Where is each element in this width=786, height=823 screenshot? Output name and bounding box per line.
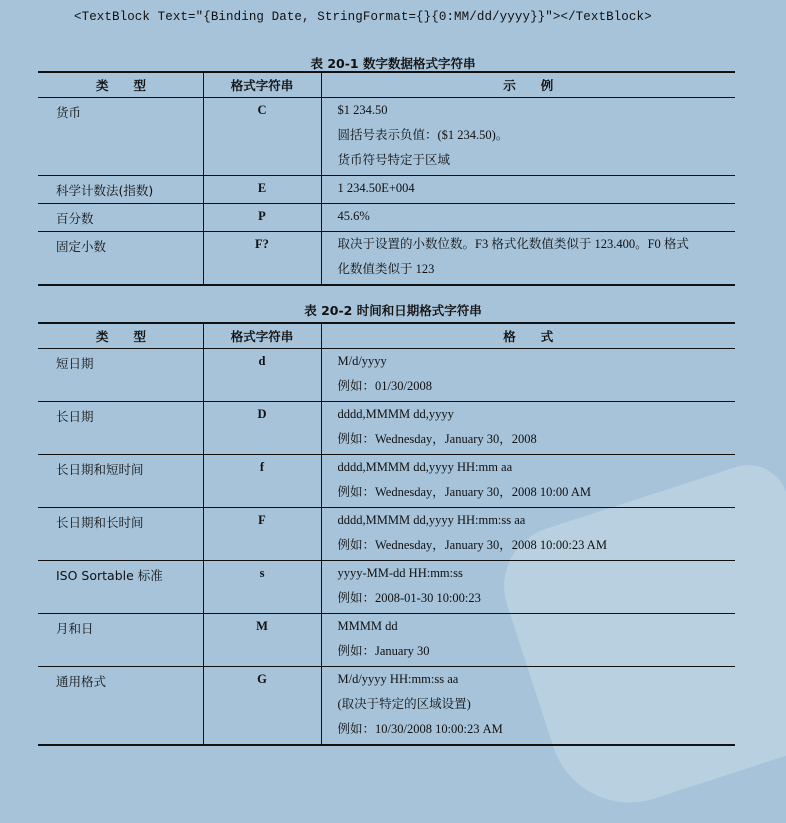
pattern-line: 例如：Wednesday，January 30，2008 10:00 AM [337, 485, 591, 499]
example-line: 圆括号表示负值：($1 234.50)。 [337, 128, 509, 142]
table-row [38, 176, 735, 204]
row-format: s [203, 561, 321, 614]
table1-header-example: 示 例 [321, 72, 735, 98]
example-line: 化数值类似于 123 [337, 262, 435, 276]
row-type: ISO Sortable 标准 [38, 561, 203, 614]
row-type: 长日期 [38, 402, 203, 455]
row-pattern [321, 402, 735, 455]
row-type: 固定小数 [38, 232, 203, 286]
table-row [38, 204, 735, 232]
example-line: $1 234.50 [337, 103, 388, 117]
table2-header-pattern: 格 式 [321, 323, 735, 349]
row-type: 长日期和短时间 [38, 455, 203, 508]
example-line: 45.6% [337, 209, 370, 223]
row-example [321, 98, 735, 176]
row-format: G [203, 667, 321, 746]
row-example [321, 204, 735, 232]
row-format: M [203, 614, 321, 667]
table-row [38, 402, 735, 455]
row-pattern [321, 667, 735, 746]
pattern-line: 例如：Wednesday，January 30，2008 [337, 432, 537, 446]
row-pattern [321, 614, 735, 667]
row-type: 百分数 [38, 204, 203, 232]
pattern-line: yyyy-MM-dd HH:mm:ss [337, 566, 463, 580]
pattern-line: 例如：January 30 [337, 644, 430, 658]
table-row [38, 349, 735, 402]
pattern-line: M/d/yyyy [337, 354, 387, 368]
example-line: 1 234.50E+004 [337, 181, 415, 195]
table-row [38, 667, 735, 746]
row-example [321, 176, 735, 204]
table-row [38, 455, 735, 508]
row-format: D [203, 402, 321, 455]
row-format: P [203, 204, 321, 232]
row-type: 科学计数法(指数) [38, 176, 203, 204]
pattern-line: 例如：10/30/2008 10:00:23 AM [337, 722, 503, 736]
row-format: E [203, 176, 321, 204]
row-format: F? [203, 232, 321, 286]
table1-caption: 表 20-1 数字数据格式字符串 [310, 56, 476, 71]
pattern-line: dddd,MMMM dd,yyyy [337, 407, 454, 421]
row-type: 月和日 [38, 614, 203, 667]
row-pattern [321, 508, 735, 561]
table1-header-type: 类 型 [38, 72, 203, 98]
table2-header-row [38, 323, 735, 349]
table-row [38, 98, 735, 176]
row-pattern [321, 455, 735, 508]
table-row [38, 508, 735, 561]
row-type: 短日期 [38, 349, 203, 402]
row-pattern [321, 561, 735, 614]
row-format: C [203, 98, 321, 176]
row-format: F [203, 508, 321, 561]
table1-header-row [38, 72, 735, 98]
table2-header-format: 格式字符串 [203, 323, 321, 349]
example-line: 取决于设置的小数位数。F3 格式化数值类似于 123.400。F0 格式 [337, 237, 689, 251]
table-row [38, 561, 735, 614]
pattern-line: MMMM dd [337, 619, 398, 633]
example-line: 货币符号特定于区域 [337, 153, 451, 167]
row-type: 长日期和长时间 [38, 508, 203, 561]
row-format: f [203, 455, 321, 508]
pattern-line: (取决于特定的区域设置) [337, 697, 471, 711]
row-pattern [321, 349, 735, 402]
datetime-format-table [38, 322, 735, 746]
row-type: 通用格式 [38, 667, 203, 746]
table2-header-type: 类 型 [38, 323, 203, 349]
table-row [38, 614, 735, 667]
row-example [321, 232, 735, 286]
row-format: d [203, 349, 321, 402]
pattern-line: M/d/yyyy HH:mm:ss aa [337, 672, 459, 686]
numeric-format-table [38, 71, 735, 286]
pattern-line: 例如：Wednesday，January 30，2008 10:00:23 AM [337, 538, 607, 552]
pattern-line: 例如：01/30/2008 [337, 379, 432, 393]
row-type: 货币 [38, 98, 203, 176]
pattern-line: dddd,MMMM dd,yyyy HH:mm:ss aa [337, 513, 526, 527]
pattern-line: 例如：2008-01-30 10:00:23 [337, 591, 481, 605]
code-sample: <TextBlock Text="{Binding Date, StringFormat={}{0:MM/dd/yyyy}}"></TextBlock> [74, 10, 652, 24]
pattern-line: dddd,MMMM dd,yyyy HH:mm aa [337, 460, 513, 474]
table2-caption: 表 20-2 时间和日期格式字符串 [304, 303, 482, 318]
table1-header-format: 格式字符串 [203, 72, 321, 98]
table-row [38, 232, 735, 286]
